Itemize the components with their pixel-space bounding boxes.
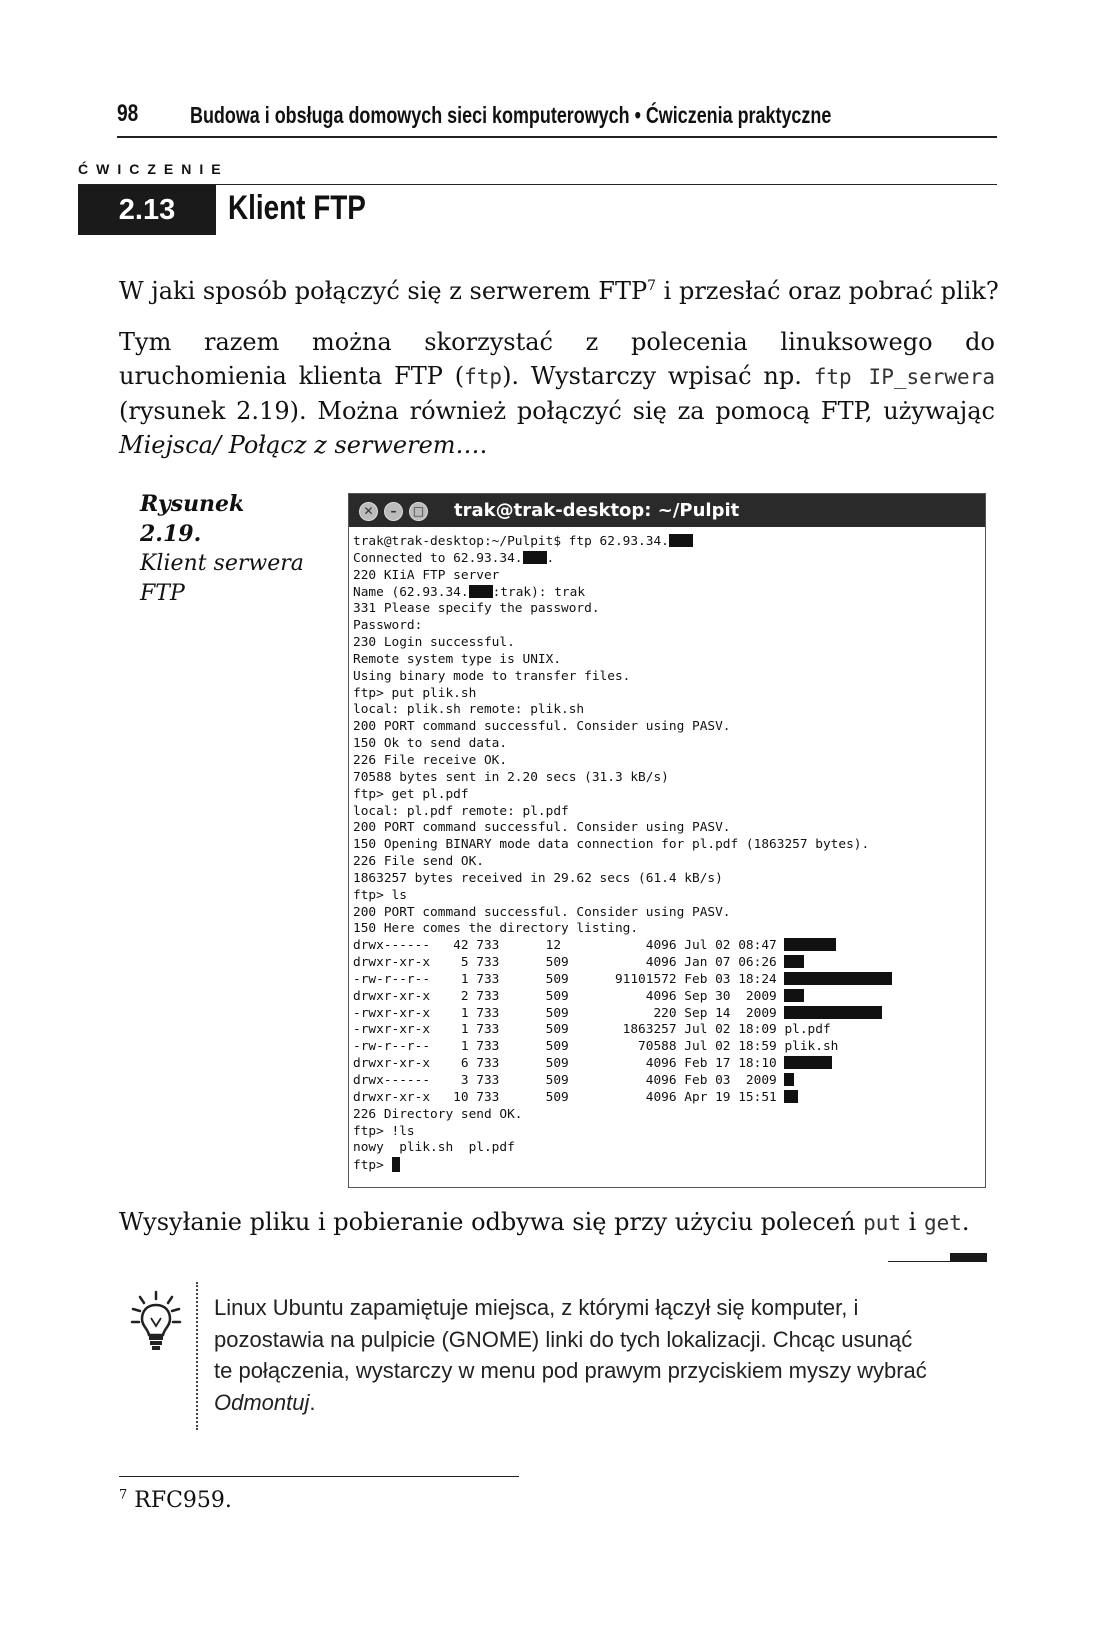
close-icon[interactable]: ✕ [359,502,378,521]
terminal-line-text: ftp> [353,1158,392,1174]
terminal-line [353,787,892,804]
terminal-line [353,1006,892,1023]
terminal-line [353,1140,892,1157]
terminal-line [353,551,892,568]
terminal-line [353,568,892,585]
terminal-line-text: 226 File receive OK. [353,752,508,768]
terminal-line-text: 226 Directory send OK. [353,1106,523,1122]
exercise-title: Klient FTP [228,189,366,227]
terminal-line-text: Password: [353,618,423,634]
terminal-line [353,1073,892,1090]
redacted-filename [784,972,892,985]
footnote [119,1488,232,1513]
exercise-end-rule [888,1261,950,1262]
page-header [117,96,997,138]
redacted-filename [784,1056,832,1069]
terminal-line [353,804,892,821]
terminal-line-text: -rwxr-xr-x 1 733 509 1863257 Jul 02 18:09 pl.pdf [353,1022,831,1038]
exercise-end-mark [950,1253,987,1262]
terminal-line-text: 200 PORT command successful. Consider using PASV. [353,820,731,836]
code-get: get [923,1211,962,1235]
terminal-line [353,1090,892,1107]
terminal-line-text: 200 PORT command successful. Consider using PASV. [353,719,731,735]
redacted-block [469,585,493,598]
intro-text-c: (rysunek 2.19). Można również połączyć się za pomocą FTP, używając [119,397,995,425]
terminal-line [353,1022,892,1039]
terminal-line-text: Connected to 62.93.34. [353,550,523,566]
terminal-line-text: drwx------ 3 733 509 4096 Feb 03 2009 [353,1073,785,1088]
redacted-filename [784,989,804,1002]
terminal-line-text: trak@trak-desktop:~/Pulpit$ ftp 62.93.34. [353,534,669,549]
terminal-line [353,972,892,989]
terminal-titlebar [349,494,985,527]
terminal-line [353,753,892,770]
intro-paragraph [119,325,995,462]
terminal-line-text: 331 Please specify the password. [353,601,600,617]
terminal-line [353,1056,892,1073]
terminal-line [353,1124,892,1141]
summary-text-b: i [901,1208,924,1236]
code-ftp: ftp [464,365,503,389]
exercise-number: 2.13 [78,185,216,235]
terminal-line-suffix: :trak): trak [492,584,586,600]
terminal-line [353,686,892,703]
terminal-output [353,534,892,1175]
terminal-line-text: 150 Here comes the directory listing. [353,921,639,937]
intro-text-a: Tym razem można skorzystać z polecenia linuksowego do uruchomienia klienta FTP ( [119,328,995,390]
running-title: Budowa i obsługa domowych sieci komputerowych • Ćwiczenia praktyczne [190,102,832,128]
terminal-line-text: -rw-r--r-- 1 733 509 91101572 Feb 03 18:24 [353,971,785,987]
intro-text-end: . [479,431,488,459]
summary-text-end: . [961,1208,970,1236]
terminal-line-text: drwxr-xr-x 10 733 509 4096 Apr 19 15:51 [353,1089,785,1105]
terminal-line [353,1107,892,1124]
terminal-line-text: 200 PORT command successful. Consider using PASV. [353,904,731,920]
terminal-line [353,618,892,635]
terminal-line-text: 1863257 bytes received in 29.62 secs (61.4 kB/s) [353,870,723,886]
figure-caption-text: Klient serwera FTP [140,551,304,606]
terminal-line-text: 230 Login successful. [353,635,515,651]
code-ftp-ip: ftp IP_serwera [813,365,995,389]
terminal-line-text: ftp> put plik.sh [353,685,477,701]
terminal-line [353,534,892,551]
terminal-line [353,888,892,905]
redacted-filename [784,955,804,968]
terminal-line-text: nowy plik.sh pl.pdf [353,1140,515,1156]
footnote-ref: 7 [647,278,657,294]
redacted-filename [784,1006,882,1019]
redacted-block [523,551,547,564]
terminal-line [353,635,892,652]
terminal-line-text: local: plik.sh remote: plik.sh [353,702,585,718]
terminal-line-text: Using binary mode to transfer files. [353,668,631,684]
terminal-line-text: local: pl.pdf remote: pl.pdf [353,803,569,819]
terminal-line [353,736,892,753]
terminal-title: trak@trak-desktop: ~/Pulpit [454,500,740,521]
terminal-line-text: Remote system type is UNIX. [353,651,562,667]
code-put: put [863,1211,902,1235]
terminal-line-text: -rw-r--r-- 1 733 509 70588 Jul 02 18:59 plik.sh [353,1039,839,1055]
terminal-line-text: drwxr-xr-x 2 733 509 4096 Sep 30 2009 [353,988,785,1004]
figure-caption [140,489,310,609]
terminal-line [353,601,892,618]
terminal-window [348,493,986,1188]
footnote-text: RFC959. [127,1488,232,1513]
terminal-line [353,854,892,871]
tip-text [214,1292,934,1418]
terminal-line-text: drwx------ 42 733 12 4096 Jul 02 08:47 [353,938,785,954]
terminal-line [353,938,892,955]
terminal-line-suffix: . [546,550,555,566]
terminal-line [353,955,892,972]
page-number: 98 [117,100,139,127]
terminal-line [353,820,892,837]
terminal-line-text: 70588 bytes sent in 2.20 secs (31.3 kB/s) [353,769,669,785]
footnote-number: 7 [119,1487,128,1503]
tip-text-a: Linux Ubuntu zapamiętuje miejsca, z którymi łączył się komputer, i pozostawia na pulpicie (GNOME) linki do tych lokalizacji. Chcąc usunąć te połączenia, wystarczy w menu pod prawym przyciskiem myszy wybrać [214,1295,927,1383]
terminal-line [353,905,892,922]
terminal-line-text: drwxr-xr-x 5 733 509 4096 Jan 07 06:26 [353,955,785,971]
tip-divider [196,1282,198,1430]
terminal-line-text: ftp> !ls [353,1123,415,1139]
terminal-line [353,837,892,854]
terminal-line-text: ftp> get pl.pdf [353,786,469,802]
terminal-line-text: ftp> ls [353,887,407,903]
terminal-line-text: -rwxr-xr-x 1 733 509 220 Sep 14 2009 [353,1005,785,1021]
summary-paragraph [119,1205,995,1240]
summary-text-a: Wysyłanie pliku i pobieranie odbywa się przy użyciu poleceń [119,1208,864,1236]
terminal-line [353,719,892,736]
terminal-line-text: 226 File send OK. [353,854,484,870]
terminal-line-text: Name (62.93.34. [353,584,469,600]
terminal-line-text: drwxr-xr-x 6 733 509 4096 Feb 17 18:10 [353,1056,785,1072]
figure-label: Rysunek 2.19. [140,491,245,547]
tip-text-end: . [309,1389,316,1415]
terminal-cursor [392,1157,400,1172]
footnote-rule [119,1476,519,1477]
menu-path: Miejsca/ Połącz z serwerem… [119,431,480,459]
terminal-line [353,770,892,787]
question-text: W jaki sposób połączyć się z serwerem FTP [119,277,648,305]
terminal-line [353,1039,892,1056]
lightbulb-icon [130,1290,182,1352]
redacted-block [669,534,693,547]
terminal-line [353,652,892,669]
question-paragraph [119,274,999,308]
terminal-line [353,871,892,888]
redacted-filename [784,1073,794,1086]
terminal-line [353,1157,892,1175]
exercise-label: ĆWICZENIE [78,161,229,177]
terminal-line-text: 220 KIiA FTP server [353,567,500,583]
tip-menu-item: Odmontuj [214,1389,310,1415]
redacted-filename [784,938,836,951]
terminal-line [353,669,892,686]
maximize-icon[interactable]: □ [409,502,428,521]
intro-text-b: ). Wystarczy wpisać np. [502,362,814,390]
question-text-end: i przesłać oraz pobrać plik? [656,277,999,305]
terminal-line-text: 150 Opening BINARY mode data connection for pl.pdf (1863257 bytes). [353,837,870,853]
terminal-line [353,989,892,1006]
terminal-line-text: 150 Ok to send data. [353,736,508,752]
minimize-icon[interactable]: – [384,502,403,521]
terminal-line [353,921,892,938]
terminal-line [353,702,892,719]
terminal-line [353,585,892,602]
redacted-filename [784,1090,798,1103]
